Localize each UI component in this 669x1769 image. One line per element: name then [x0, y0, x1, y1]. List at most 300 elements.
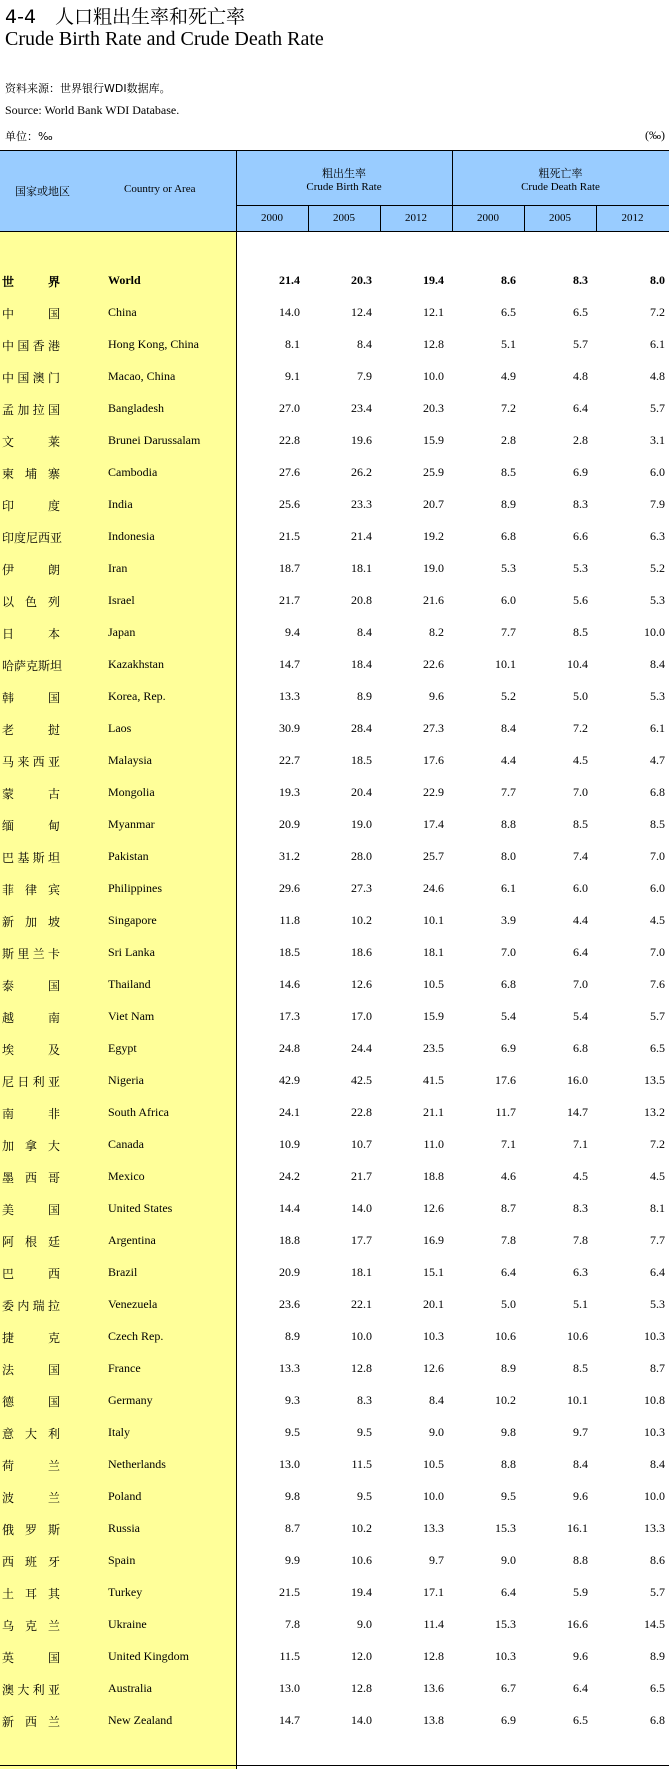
rate-value: 4.9: [501, 369, 516, 383]
rate-value: 8.4: [357, 625, 372, 639]
rate-value: 12.6: [423, 1201, 444, 1215]
rate-value: 10.1: [423, 913, 444, 927]
table-row: [0, 1425, 669, 1445]
rate-value: 8.4: [501, 721, 516, 735]
rate-value: 10.2: [351, 1521, 372, 1535]
rate-value: 11.5: [351, 1457, 372, 1471]
rate-value: 7.8: [285, 1617, 300, 1631]
source-note-cn: 资料来源：世界银行WDI数据库。: [5, 82, 171, 95]
rate-value: 13.6: [423, 1681, 444, 1695]
rate-value: 6.6: [573, 529, 588, 543]
country-name-cn: 韩国: [2, 691, 60, 705]
rate-value: 5.3: [650, 593, 665, 607]
country-name-cn: 新加坡: [2, 915, 60, 929]
rate-value: 11.4: [423, 1617, 444, 1631]
rate-value: 12.8: [351, 1361, 372, 1375]
rate-value: 8.6: [501, 273, 516, 287]
rate-value: 9.8: [501, 1425, 516, 1439]
header-year: 2005: [333, 212, 355, 224]
rate-value: 5.3: [650, 1297, 665, 1311]
country-name-en: Ukraine: [108, 1617, 147, 1631]
country-name-cn: 西班牙: [2, 1555, 60, 1569]
country-name-cn: 斯里兰卡: [2, 947, 60, 961]
rate-value: 11.8: [279, 913, 300, 927]
header-country-en: Country or Area: [124, 183, 196, 195]
country-name-cn: 柬埔寨: [2, 467, 60, 481]
rate-value: 6.4: [501, 1585, 516, 1599]
table-row: [0, 881, 669, 901]
rate-value: 23.4: [351, 401, 372, 415]
rate-value: 5.1: [501, 337, 516, 351]
rate-value: 23.5: [423, 1041, 444, 1055]
rate-value: 8.4: [650, 657, 665, 671]
rate-value: 15.9: [423, 1009, 444, 1023]
country-name-en: United Kingdom: [108, 1649, 189, 1663]
country-name-en: Brazil: [108, 1265, 138, 1279]
rate-value: 14.7: [279, 1713, 300, 1727]
rate-value: 17.6: [495, 1073, 516, 1087]
table-row: [0, 305, 669, 325]
rate-value: 8.9: [501, 497, 516, 511]
country-name-cn: 马来西亚: [2, 755, 60, 769]
rate-value: 16.6: [567, 1617, 588, 1631]
rate-value: 14.0: [351, 1201, 372, 1215]
country-name-cn: 德国: [2, 1395, 60, 1409]
rate-value: 19.0: [423, 561, 444, 575]
table-row: [0, 1393, 669, 1413]
header-year: 2000: [261, 212, 283, 224]
rate-value: 18.1: [351, 1265, 372, 1279]
country-name-cn: 加拿大: [2, 1139, 60, 1153]
rate-value: 8.4: [429, 1393, 444, 1407]
rate-value: 9.6: [573, 1489, 588, 1503]
rate-value: 8.4: [650, 1457, 665, 1471]
rate-value: 3.9: [501, 913, 516, 927]
rate-value: 10.6: [567, 1329, 588, 1343]
rate-value: 6.8: [650, 1713, 665, 1727]
country-name-cn: 巴西: [2, 1267, 60, 1281]
rate-value: 20.9: [279, 1265, 300, 1279]
rate-value: 7.7: [650, 1233, 665, 1247]
country-name-cn: 中国香港: [2, 339, 60, 353]
table-row: [0, 1169, 669, 1189]
rate-value: 7.7: [501, 625, 516, 639]
country-name-en: Thailand: [108, 977, 151, 991]
rate-value: 7.0: [573, 785, 588, 799]
country-name-cn: 文莱: [2, 435, 60, 449]
country-name-en: Poland: [108, 1489, 142, 1503]
rate-value: 7.9: [357, 369, 372, 383]
rate-value: 6.4: [650, 1265, 665, 1279]
rate-value: 6.4: [573, 401, 588, 415]
rate-value: 28.4: [351, 721, 372, 735]
rate-value: 17.0: [351, 1009, 372, 1023]
rate-value: 6.8: [573, 1041, 588, 1055]
table-bottom-rule: [0, 1765, 669, 1766]
header-year: 2012: [621, 212, 644, 224]
rate-value: 6.5: [650, 1681, 665, 1695]
table-row: [0, 1649, 669, 1669]
country-name-en: United States: [108, 1201, 173, 1215]
table-row: [0, 817, 669, 837]
country-name-cn: 中国: [2, 307, 60, 321]
table-row: [0, 1297, 669, 1317]
rate-value: 10.7: [351, 1137, 372, 1151]
rate-value: 22.8: [351, 1105, 372, 1119]
country-name-cn: 美国: [2, 1203, 60, 1217]
rate-value: 6.0: [650, 465, 665, 479]
rate-value: 20.3: [423, 401, 444, 415]
rate-value: 13.0: [279, 1681, 300, 1695]
rate-value: 10.6: [351, 1553, 372, 1567]
rate-value: 10.2: [351, 913, 372, 927]
rate-value: 21.7: [279, 593, 300, 607]
country-name-en: Malaysia: [108, 753, 152, 767]
table-row: [0, 1137, 669, 1157]
country-name-en: Macao, China: [108, 369, 176, 383]
rate-value: 21.4: [279, 273, 300, 287]
rate-value: 2.8: [573, 433, 588, 447]
country-name-en: Singapore: [108, 913, 157, 927]
rate-value: 14.0: [351, 1713, 372, 1727]
table-row: [0, 1617, 669, 1637]
country-name-en: Myanmar: [108, 817, 155, 831]
rate-value: 12.0: [351, 1649, 372, 1663]
rate-value: 7.8: [573, 1233, 588, 1247]
rate-value: 22.6: [423, 657, 444, 671]
rate-value: 13.3: [644, 1521, 665, 1535]
table-row: [0, 1105, 669, 1125]
rate-value: 10.6: [495, 1329, 516, 1343]
rate-value: 10.3: [644, 1425, 665, 1439]
rate-value: 5.9: [573, 1585, 588, 1599]
rate-value: 19.6: [351, 433, 372, 447]
country-name-en: Russia: [108, 1521, 141, 1535]
rate-value: 7.1: [501, 1137, 516, 1151]
table-row: [0, 497, 669, 517]
rate-value: 4.8: [650, 369, 665, 383]
rate-value: 16.1: [567, 1521, 588, 1535]
rate-value: 10.8: [644, 1393, 665, 1407]
rate-value: 9.0: [501, 1553, 516, 1567]
table-row: [0, 1713, 669, 1733]
rate-value: 10.0: [423, 369, 444, 383]
country-name-cn: 委内瑞拉: [2, 1299, 60, 1313]
rate-value: 20.7: [423, 497, 444, 511]
table-row: [0, 657, 669, 677]
rate-value: 18.8: [279, 1233, 300, 1247]
rate-value: 26.2: [351, 465, 372, 479]
country-name-cn: 中国澳门: [2, 371, 60, 385]
rate-value: 6.8: [501, 977, 516, 991]
rate-value: 22.1: [351, 1297, 372, 1311]
rate-value: 8.8: [501, 817, 516, 831]
rate-value: 17.4: [423, 817, 444, 831]
country-name-cn: 伊朗: [2, 563, 60, 577]
country-name-cn: 俄罗斯: [2, 1523, 60, 1537]
table-row: [0, 1009, 669, 1029]
table-row: [0, 721, 669, 741]
rate-value: 8.3: [357, 1393, 372, 1407]
table-row: [0, 913, 669, 933]
rate-value: 7.2: [650, 1137, 665, 1151]
rate-value: 15.1: [423, 1265, 444, 1279]
table-row: [0, 1553, 669, 1573]
rate-value: 14.7: [279, 657, 300, 671]
rate-value: 18.1: [351, 561, 372, 575]
rate-value: 6.9: [501, 1041, 516, 1055]
table-row: [0, 337, 669, 357]
rate-value: 13.5: [644, 1073, 665, 1087]
country-name-cn: 捷克: [2, 1331, 60, 1345]
country-name-cn: 法国: [2, 1363, 60, 1377]
rate-value: 8.7: [501, 1201, 516, 1215]
rate-value: 9.1: [285, 369, 300, 383]
country-name-cn: 意大利: [2, 1427, 60, 1441]
country-name-cn: 菲律宾: [2, 883, 60, 897]
rate-value: 6.5: [650, 1041, 665, 1055]
table-row: [0, 1329, 669, 1349]
country-name-en: Netherlands: [108, 1457, 166, 1471]
rate-value: 7.0: [650, 945, 665, 959]
rate-value: 21.6: [423, 593, 444, 607]
rate-value: 8.7: [285, 1521, 300, 1535]
rate-value: 9.6: [429, 689, 444, 703]
country-name-en: Australia: [108, 1681, 152, 1695]
header-year: 2000: [477, 212, 499, 224]
rate-value: 7.2: [573, 721, 588, 735]
rate-value: 24.1: [279, 1105, 300, 1119]
country-name-cn: 以色列: [2, 595, 60, 609]
table-row: [0, 1041, 669, 1061]
rate-value: 17.6: [423, 753, 444, 767]
rate-value: 15.3: [495, 1617, 516, 1631]
table-header: [0, 150, 669, 232]
country-name-cn: 孟加拉国: [2, 403, 60, 417]
table-row: [0, 1521, 669, 1541]
country-name-cn: 越南: [2, 1011, 60, 1025]
country-name-en: Hong Kong, China: [108, 337, 199, 351]
rate-value: 7.6: [650, 977, 665, 991]
country-name-en: Mongolia: [108, 785, 155, 799]
rate-value: 6.4: [573, 945, 588, 959]
rate-value: 10.0: [351, 1329, 372, 1343]
rate-value: 9.8: [285, 1489, 300, 1503]
table-row: [0, 433, 669, 453]
rate-value: 20.4: [351, 785, 372, 799]
country-name-cn: 阿根廷: [2, 1235, 60, 1249]
header-death-cn: 粗死亡率: [538, 167, 583, 180]
rate-value: 9.7: [573, 1425, 588, 1439]
rate-value: 5.3: [650, 689, 665, 703]
rate-value: 6.9: [501, 1713, 516, 1727]
rate-value: 15.9: [423, 433, 444, 447]
rate-value: 31.2: [279, 849, 300, 863]
rate-value: 7.0: [501, 945, 516, 959]
rate-value: 6.4: [501, 1265, 516, 1279]
country-name-en: Indonesia: [108, 529, 155, 543]
country-name-cn: 埃及: [2, 1043, 60, 1057]
rate-value: 7.1: [573, 1137, 588, 1151]
source-note-en: Source: World Bank WDI Database.: [5, 103, 180, 117]
rate-value: 8.3: [573, 497, 588, 511]
rate-value: 4.4: [501, 753, 516, 767]
rate-value: 4.4: [573, 913, 588, 927]
rate-value: 4.5: [573, 1169, 588, 1183]
country-name-en: Cambodia: [108, 465, 158, 479]
rate-value: 3.1: [650, 433, 665, 447]
table-row: [0, 1457, 669, 1477]
rate-value: 5.7: [650, 401, 665, 415]
country-name-en: Kazakhstan: [108, 657, 164, 671]
header-year: 2005: [549, 212, 571, 224]
rate-value: 28.0: [351, 849, 372, 863]
rate-value: 8.4: [357, 337, 372, 351]
table-row: [0, 1233, 669, 1253]
rate-value: 9.5: [357, 1489, 372, 1503]
rate-value: 5.0: [573, 689, 588, 703]
country-name-en: France: [108, 1361, 141, 1375]
rate-value: 10.3: [644, 1329, 665, 1343]
rate-value: 10.5: [423, 977, 444, 991]
rate-value: 6.1: [501, 881, 516, 895]
rate-value: 20.3: [351, 273, 372, 287]
country-name-en: World: [108, 273, 141, 287]
rate-value: 8.2: [429, 625, 444, 639]
rate-value: 6.4: [573, 1681, 588, 1695]
country-name-cn: 蒙古: [2, 787, 60, 801]
rate-value: 9.5: [357, 1425, 372, 1439]
country-name-en: Laos: [108, 721, 132, 735]
rate-value: 5.4: [501, 1009, 516, 1023]
table-row: [0, 273, 669, 293]
table-row: [0, 561, 669, 581]
rate-value: 7.2: [501, 401, 516, 415]
table-row: [0, 785, 669, 805]
rate-value: 5.7: [650, 1009, 665, 1023]
table-row: [0, 977, 669, 997]
rate-value: 19.3: [279, 785, 300, 799]
rate-value: 42.5: [351, 1073, 372, 1087]
rate-value: 4.5: [650, 1169, 665, 1183]
rate-value: 8.5: [573, 1361, 588, 1375]
rate-value: 6.3: [573, 1265, 588, 1279]
rate-value: 10.0: [423, 1489, 444, 1503]
rate-value: 5.0: [501, 1297, 516, 1311]
country-name-en: Brunei Darussalam: [108, 433, 201, 447]
country-name-cn: 荷兰: [2, 1459, 60, 1473]
country-name-cn: 南非: [2, 1107, 60, 1121]
rate-value: 16.0: [567, 1073, 588, 1087]
rate-value: 22.7: [279, 753, 300, 767]
rate-value: 7.7: [501, 785, 516, 799]
rate-value: 6.8: [650, 785, 665, 799]
rate-value: 10.3: [495, 1649, 516, 1663]
rate-value: 16.9: [423, 1233, 444, 1247]
rate-value: 9.6: [573, 1649, 588, 1663]
rate-value: 10.4: [567, 657, 588, 671]
country-name-en: Czech Rep.: [108, 1329, 164, 1343]
country-name-en: Mexico: [108, 1169, 145, 1183]
rate-value: 8.0: [501, 849, 516, 863]
table-row: [0, 625, 669, 645]
country-name-cn: 哈萨克斯坦: [2, 659, 63, 673]
rate-value: 5.3: [573, 561, 588, 575]
rate-value: 12.1: [423, 305, 444, 319]
rate-value: 27.6: [279, 465, 300, 479]
rate-value: 8.9: [501, 1361, 516, 1375]
rate-value: 5.7: [573, 337, 588, 351]
rate-value: 22.9: [423, 785, 444, 799]
rate-value: 12.6: [423, 1361, 444, 1375]
rate-value: 6.3: [650, 529, 665, 543]
rate-value: 8.9: [285, 1329, 300, 1343]
rate-value: 13.0: [279, 1457, 300, 1471]
country-name-en: Israel: [108, 593, 135, 607]
rate-value: 14.5: [644, 1617, 665, 1631]
rate-value: 6.1: [650, 337, 665, 351]
rate-value: 19.4: [351, 1585, 372, 1599]
rate-value: 6.8: [501, 529, 516, 543]
country-name-en: Nigeria: [108, 1073, 144, 1087]
rate-value: 4.8: [573, 369, 588, 383]
rate-value: 7.4: [573, 849, 588, 863]
rate-value: 21.4: [351, 529, 372, 543]
rate-value: 10.9: [279, 1137, 300, 1151]
rate-value: 10.1: [567, 1393, 588, 1407]
table-row: [0, 849, 669, 869]
rate-value: 14.0: [279, 305, 300, 319]
table-row: [0, 1265, 669, 1285]
table-title-en: Crude Birth Rate and Crude Death Rate: [5, 28, 324, 50]
rate-value: 11.7: [495, 1105, 516, 1119]
rate-value: 21.5: [279, 1585, 300, 1599]
country-name-cn: 印度: [2, 499, 60, 513]
rate-value: 10.5: [423, 1457, 444, 1471]
rate-value: 8.8: [573, 1553, 588, 1567]
country-name-cn: 英国: [2, 1651, 60, 1665]
rate-value: 18.6: [351, 945, 372, 959]
rate-value: 9.5: [501, 1489, 516, 1503]
rate-value: 8.5: [650, 817, 665, 831]
rate-value: 27.3: [351, 881, 372, 895]
rate-value: 12.8: [423, 337, 444, 351]
rate-value: 29.6: [279, 881, 300, 895]
rate-value: 20.1: [423, 1297, 444, 1311]
rate-value: 24.4: [351, 1041, 372, 1055]
country-name-en: Iran: [108, 561, 128, 575]
rate-value: 4.7: [650, 753, 665, 767]
rate-value: 4.5: [650, 913, 665, 927]
rate-value: 9.4: [285, 625, 300, 639]
table-row: [0, 1201, 669, 1221]
header-divider: [236, 205, 669, 206]
rate-value: 10.0: [644, 625, 665, 639]
rate-value: 4.5: [573, 753, 588, 767]
header-birth-cn: 粗出生率: [322, 167, 366, 180]
rate-value: 9.0: [429, 1425, 444, 1439]
rate-value: 8.5: [573, 817, 588, 831]
table-row: [0, 1073, 669, 1093]
rate-value: 13.3: [279, 689, 300, 703]
rate-value: 6.9: [573, 465, 588, 479]
rate-value: 5.2: [650, 561, 665, 575]
rate-value: 24.2: [279, 1169, 300, 1183]
country-name-en: Canada: [108, 1137, 144, 1151]
rate-value: 21.7: [351, 1169, 372, 1183]
rate-value: 27.3: [423, 721, 444, 735]
rate-value: 2.8: [501, 433, 516, 447]
